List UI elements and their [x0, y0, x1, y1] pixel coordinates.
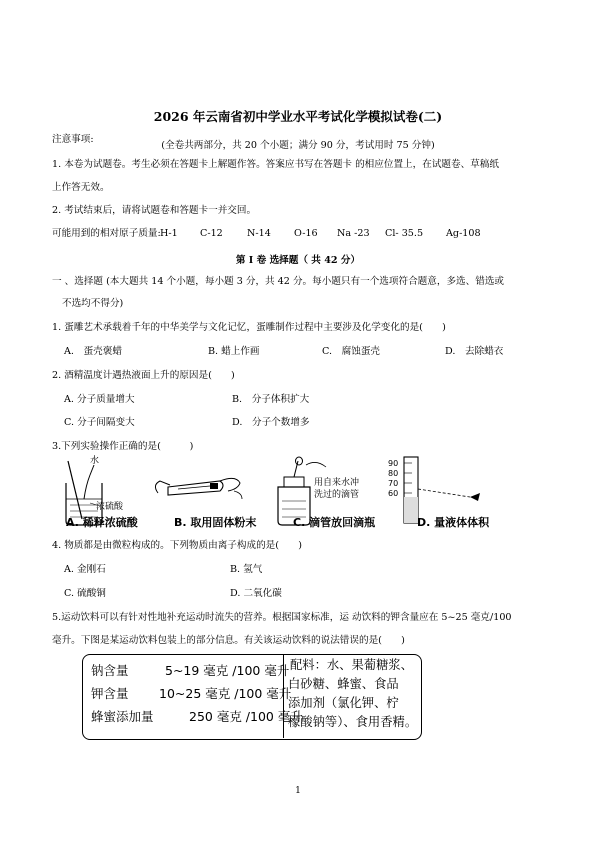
- page-number: 1: [295, 786, 301, 796]
- notice-heading: 注意事项:: [52, 134, 94, 145]
- q1-option-d[interactable]: D. 去除蜡衣: [445, 346, 504, 357]
- atomic-mass-o: O-16: [294, 228, 318, 239]
- ingredients-line-3: 添加剂（氯化钾、柠: [288, 696, 399, 710]
- q5-stem-line-1: 5.运动饮料可以有针对性地补充运动时流失的营养。根据国家标准，运 动饮料的钾含量应在 5~25 毫克/100: [52, 612, 512, 623]
- tick-90: 90: [388, 459, 399, 468]
- q3-option-d[interactable]: D. 量液体体积: [417, 516, 490, 529]
- atomic-mass-c: C-12: [200, 228, 223, 239]
- q4-option-d[interactable]: D. 二氧化碳: [230, 588, 282, 599]
- q4-option-c[interactable]: C. 硫酸铜: [64, 588, 106, 599]
- notice-item-1-line-2: 上作答无效。: [52, 182, 110, 193]
- q4-option-a[interactable]: A. 金刚石: [64, 564, 106, 575]
- test-tube-figure: [155, 478, 242, 499]
- section-title: 第 I 卷 选择题（ 共 42 分）: [235, 255, 361, 266]
- q2-option-d[interactable]: D. 分子个数增多: [232, 417, 310, 428]
- label-acid: 浓硫酸: [96, 502, 124, 512]
- tick-80: 80: [388, 469, 399, 478]
- atomic-mass-ag: Ag-108: [446, 228, 481, 239]
- label-water: 水: [90, 456, 100, 466]
- tick-60: 60: [388, 489, 399, 498]
- atomic-masses-row: [52, 228, 161, 240]
- notice-item-2: 2. 考试结束后，请将试题卷和答题卡一并交回。: [52, 205, 257, 216]
- ingredients-line-4: 檬酸钠等）、食用香精。: [288, 715, 418, 729]
- ingredients-line-2: 白砂糖、蜂蜜、食品: [288, 677, 399, 691]
- q4-stem: 4. 物质都是由微粒构成的。下列物质由离子构成的是( ): [52, 540, 302, 551]
- q1-option-c[interactable]: C. 腐蚀蛋壳: [322, 346, 381, 357]
- drink-label-box: [82, 654, 422, 740]
- q5-stem-line-2: 毫升。下图是某运动饮料包装上的部分信息。有关该运动饮料的说法错误的是( ): [52, 635, 405, 646]
- honey-name: 蜂蜜添加量: [91, 709, 154, 724]
- section-instructions-line-1: 一 、选择题 (本大题共 14 个小题，每小题 3 分，共 42 分。每小题只有一个选项符合题意，多选、错选或: [52, 276, 505, 287]
- q2-option-b[interactable]: B. 分子体积扩大: [232, 394, 310, 405]
- section-instructions-line-2: 不选均不得分): [62, 298, 124, 309]
- sodium-value: 5~19 毫克 /100 毫升: [165, 663, 290, 678]
- atomic-mass-na: Na -23: [337, 228, 370, 239]
- dropper-bottle-figure: [278, 457, 359, 525]
- q1-option-a[interactable]: A. 蛋壳褒蜡: [64, 346, 122, 357]
- sodium-name: 钠含量: [91, 663, 129, 678]
- beaker-figure: [66, 455, 124, 525]
- potassium-name: 钾含量: [91, 686, 129, 701]
- q2-stem: 2. 酒精温度计遇热液面上升的原因是( ): [52, 370, 235, 381]
- exam-title: 2026 年云南省初中学业水平考试化学模拟试卷(二): [153, 109, 443, 124]
- tick-70: 70: [388, 479, 399, 488]
- exam-subtitle: (全卷共两部分，共 20 个小题；满分 90 分，考试用时 75 分钟): [161, 140, 435, 151]
- q4-option-b[interactable]: B. 氢气: [230, 564, 263, 575]
- potassium-value: 10~25 毫克 /100 毫升: [159, 686, 292, 701]
- ingredients-panel: [283, 654, 422, 738]
- graduated-cylinder-figure: [388, 457, 480, 523]
- q2-option-c[interactable]: C. 分子间隔变大: [64, 417, 135, 428]
- q1-stem: 1. 蛋雕艺术承载着千年的中华美学与文化记忆，蛋雕制作过程中主要涉及化学变化的是( ): [52, 322, 446, 333]
- notice-item-1-line-1: 1. 本卷为试题卷。考生必须在答题卡上解题作答。答案应书写在答题卡 的相应位置上，在试题卷、草稿纸: [52, 159, 499, 170]
- q3-option-c[interactable]: C. 滴管放回滴瓶: [293, 516, 376, 529]
- atomic-mass-h: H-1: [160, 228, 178, 239]
- atomic-mass-cl: Cl- 35.5: [385, 228, 424, 239]
- label-tap-2: 洗过的滴管: [314, 490, 360, 500]
- q3-stem: 3.下列实验操作正确的是( ): [52, 441, 194, 452]
- q1-option-b[interactable]: B. 蜡上作画: [208, 346, 260, 357]
- q3-option-a[interactable]: A. 稀释浓硫酸: [66, 516, 138, 529]
- eye-icon: [470, 493, 480, 501]
- ingredients-line-1: 配料：水、果葡糖浆、: [290, 658, 413, 672]
- atomic-mass-n: N-14: [247, 228, 271, 239]
- q3-option-b[interactable]: B. 取用固体粉末: [174, 516, 257, 529]
- honey-value: 250 毫克 /100 毫升: [189, 709, 303, 724]
- label-tap-1: 用自来水冲: [314, 478, 360, 488]
- atomic-label: 可能用到的相对原子质量:: [52, 228, 161, 239]
- q2-option-a[interactable]: A. 分子质量增大: [64, 394, 135, 405]
